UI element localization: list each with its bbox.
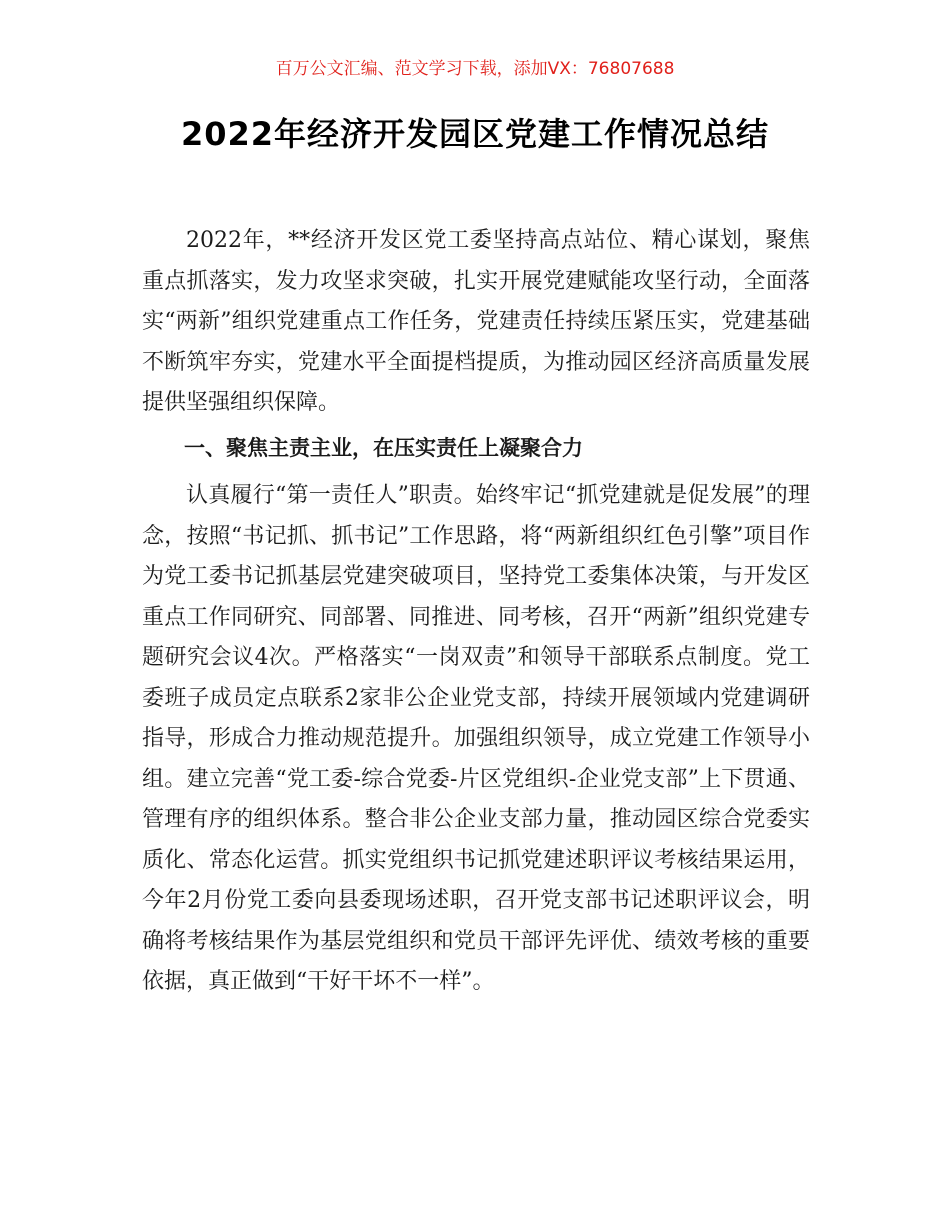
section-1-paragraph: 认真履行“第一责任人”职责。始终牢记“抓党建就是促发展”的理念，按照“书记抓、抓书记”工作思路，将“两新组织红色引擎”项目作为党工委书记抓基层党建突破项目，坚持党工委集体决策，与开发区重点工作同研究、同部署、同推进、同考核，召开“两新”组织党建专题研究会议4次。严格落实“一岗双责”和领导干部联系点制度。党工委班子成员定点联系2家非公企业党支部，持续开展领域内党建调研指导，形成合力推动规范提升。加强组织领导，成立党建工作领导小组。建立完善“党工委-综合党委-片区党组织-企业党支部”上下贯通、管理有序的组织体系。整合非公企业支部力量，推动园区综合党委实质化、常态化运营。抓实党组织书记抓党建述职评议考核结果运用，今年2月份党工委向县委现场述职，召开党支部书记述职评议会，明确将考核结果作为基层党组织和党员干部评先评优、绩效考核的重要依据，真正做到“干好干坏不一样”。	[142, 483, 810, 994]
intro-paragraph: 2022年，**经济开发区党工委坚持高点站位、精心谋划，聚焦重点抓落实，发力攻坚求突破，扎实开展党建赋能攻坚行动，全面落实“两新”组织党建重点工作任务，党建责任持续压紧压实，党建基础不断筑牢夯实，党建水平全面提档提质，为推动园区经济高质量发展提供坚强组织保障。	[142, 228, 810, 415]
document-title: 2022年经济开发园区党建工作情况总结	[180, 115, 770, 153]
section-heading-1: 一、聚焦主责主业，在压实责任上凝聚合力	[184, 436, 583, 460]
download-notice: 百万公文汇编、范文学习下载，添加VX：76807688	[275, 59, 675, 79]
